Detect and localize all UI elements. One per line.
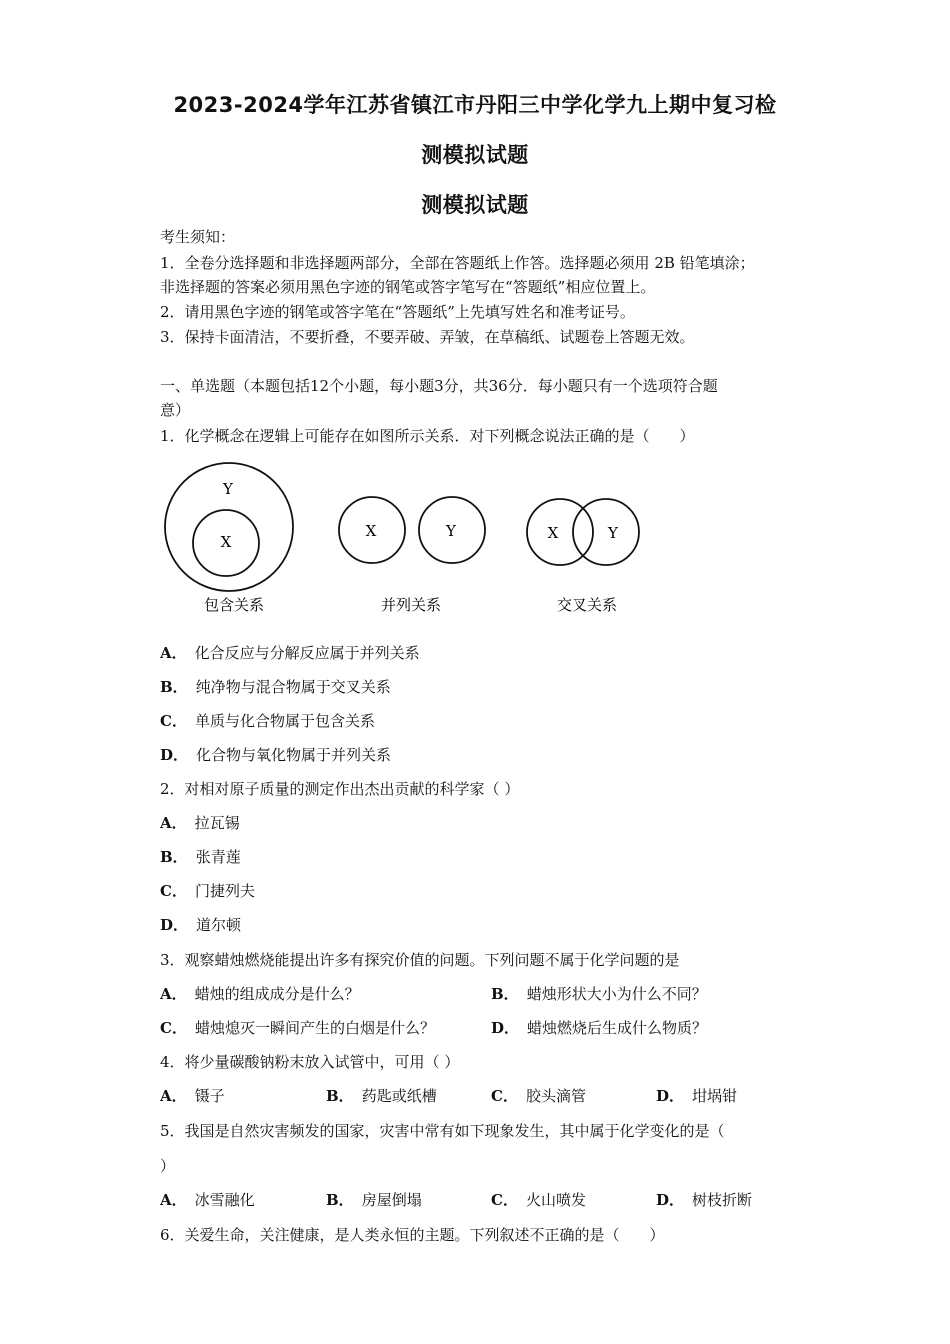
- q1-relationship-diagram: [150, 455, 650, 625]
- section-heading-b: 意）: [160, 401, 191, 419]
- parallel-relation: [339, 497, 485, 614]
- option-text: 蜡烛的组成成分是什么？: [194, 985, 360, 1003]
- q1-option-c[interactable]: [160, 711, 375, 731]
- q2-option-c[interactable]: [160, 881, 255, 901]
- q4-option-c[interactable]: [491, 1086, 586, 1106]
- intersect-right-label: Y: [608, 524, 618, 542]
- parallel-right-label: Y: [446, 522, 456, 540]
- option-letter: C．: [160, 882, 187, 900]
- option-text: 蜡烛燃烧后生成什么物质？: [527, 1019, 708, 1037]
- option-text: 火山喷发: [525, 1191, 586, 1209]
- intersect-left-label: X: [547, 524, 559, 542]
- q5-stem-a: 5．我国是自然灾害频发的国家，灾害中常有如下现象发生，其中属于化学变化的是（: [160, 1122, 725, 1140]
- q4-option-d[interactable]: [656, 1086, 737, 1106]
- q2-option-a[interactable]: [160, 813, 240, 833]
- option-letter: B．: [160, 848, 188, 866]
- section-heading-a: 一、单选题（本题包括12个小题，每小题3分，共36分．每小题只有一个选项符合题: [160, 377, 718, 395]
- q3-option-d[interactable]: [491, 1018, 707, 1038]
- option-letter: C．: [160, 712, 187, 730]
- option-letter: B．: [160, 678, 188, 696]
- intersect-caption: 交叉关系: [556, 596, 618, 614]
- contain-relation: [165, 463, 293, 614]
- option-letter: A．: [160, 644, 187, 662]
- q1-option-d[interactable]: [160, 745, 391, 765]
- option-letter: D．: [160, 746, 189, 764]
- q4-option-a[interactable]: [160, 1086, 225, 1106]
- contain-outer-label: Y: [223, 480, 233, 498]
- intersect-circle-y: [573, 499, 639, 565]
- q1-option-a[interactable]: [160, 643, 420, 663]
- q5-option-d[interactable]: [656, 1190, 752, 1210]
- option-letter: D．: [656, 1191, 685, 1209]
- option-text: 化合反应与分解反应属于并列关系: [194, 644, 420, 662]
- q4-option-b[interactable]: [326, 1086, 437, 1106]
- notice-item-3: 3．保持卡面清洁，不要折叠，不要弄破、弄皱，在草稿纸、试题卷上答题无效。: [160, 328, 695, 346]
- option-letter: D．: [656, 1087, 685, 1105]
- option-letter: B．: [326, 1087, 354, 1105]
- parallel-left-label: X: [365, 522, 377, 540]
- option-text: 胶头滴管: [525, 1087, 586, 1105]
- option-text: 门捷列夫: [194, 882, 255, 900]
- option-text: 蜡烛形状大小为什么不同？: [526, 985, 707, 1003]
- q2-option-b[interactable]: [160, 847, 241, 867]
- contain-inner-label: X: [220, 533, 232, 551]
- option-letter: C．: [491, 1087, 518, 1105]
- option-letter: B．: [491, 985, 519, 1003]
- q3-stem: 3．观察蜡烛燃烧能提出许多有探究价值的问题。下列问题不属于化学问题的是: [160, 951, 680, 969]
- q5-option-b[interactable]: [326, 1190, 422, 1210]
- option-text: 拉瓦锡: [194, 814, 240, 832]
- notice-heading: 考生须知：: [160, 228, 236, 246]
- exam-title-line1: 2023-2024学年江苏省镇江市丹阳三中学化学九上期中复习检: [173, 93, 777, 117]
- option-text: 房屋倒塌: [361, 1191, 422, 1209]
- q6-stem: 6．关爱生命，关注健康，是人类永恒的主题。下列叙述不正确的是（ ）: [160, 1226, 665, 1244]
- notice-item-1a: 1．全卷分选择题和非选择题两部分，全部在答题纸上作答。选择题必须用 2B 铅笔填涂；: [160, 254, 755, 272]
- q2-stem: 2．对相对原子质量的测定作出杰出贡献的科学家（ ）: [160, 780, 520, 798]
- option-text: 树枝折断: [692, 1191, 753, 1209]
- intersect-relation: [527, 499, 639, 614]
- q4-stem: 4．将少量碳酸钠粉末放入试管中，可用（ ）: [160, 1053, 460, 1071]
- q3-option-c[interactable]: [160, 1018, 435, 1038]
- option-text: 纯净物与混合物属于交叉关系: [195, 678, 391, 696]
- option-letter: D．: [491, 1019, 520, 1037]
- option-letter: C．: [160, 1019, 187, 1037]
- option-letter: D．: [160, 916, 189, 934]
- option-letter: A．: [160, 1087, 187, 1105]
- q5-stem-b: ）: [160, 1157, 176, 1175]
- option-text: 药匙或纸槽: [361, 1087, 437, 1105]
- exam-title-line2: 测模拟试题: [421, 143, 529, 167]
- q1-stem: 1．化学概念在逻辑上可能存在如图所示关系．对下列概念说法正确的是（ ）: [160, 427, 695, 445]
- notice-item-2: 2．请用黑色字迹的钢笔或答字笔在“答题纸”上先填写姓名和准考证号。: [160, 303, 635, 321]
- q3-option-b[interactable]: [491, 984, 707, 1004]
- option-letter: A．: [160, 1191, 187, 1209]
- option-text: 镊子: [194, 1087, 225, 1105]
- q3-option-a[interactable]: [160, 984, 360, 1004]
- contain-caption: 包含关系: [203, 596, 265, 614]
- option-text: 单质与化合物属于包含关系: [194, 712, 375, 730]
- q5-option-c[interactable]: [491, 1190, 586, 1210]
- q1-option-b[interactable]: [160, 677, 391, 697]
- option-text: 坩埚钳: [692, 1087, 738, 1105]
- exam-title-line3: 测模拟试题: [421, 193, 529, 217]
- option-letter: A．: [160, 814, 187, 832]
- option-text: 冰雪融化: [194, 1191, 255, 1209]
- parallel-caption: 并列关系: [380, 596, 442, 614]
- option-text: 道尔顿: [196, 916, 242, 934]
- q5-option-a[interactable]: [160, 1190, 255, 1210]
- option-letter: C．: [491, 1191, 518, 1209]
- q2-option-d[interactable]: [160, 915, 241, 935]
- option-text: 化合物与氧化物属于并列关系: [196, 746, 392, 764]
- option-text: 蜡烛熄灭一瞬间产生的白烟是什么？: [194, 1019, 435, 1037]
- notice-item-1b: 非选择题的答案必须用黑色字迹的钢笔或答字笔写在“答题纸”相应位置上。: [160, 278, 656, 296]
- option-letter: B．: [326, 1191, 354, 1209]
- option-text: 张青莲: [195, 848, 241, 866]
- option-letter: A．: [160, 985, 187, 1003]
